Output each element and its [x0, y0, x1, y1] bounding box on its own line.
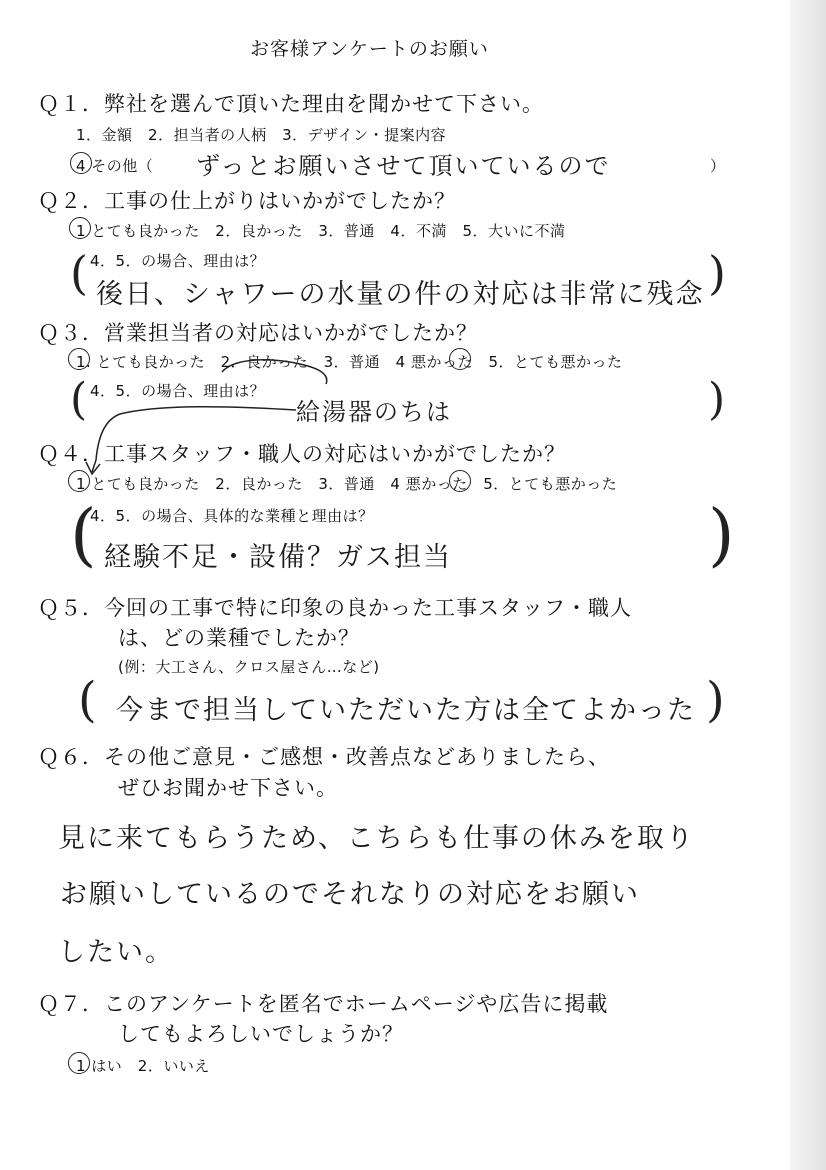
q2-options: 1 とても良かった 2．良かった 3．普通 4．不満 5．大いに不満 — [76, 222, 566, 240]
q7-question-line2: してもよろしいでしょうか？ — [118, 1022, 404, 1046]
q2-answer: 後日、シャワーの水量の件の対応は非常に残念 — [96, 279, 705, 310]
q3-reason-label: 4．5．の場合、理由は？ — [90, 382, 266, 400]
q4-question: Ｑ４．工事スタッフ・職人の対応はいかがでしたか？ — [38, 442, 566, 466]
q2-paren-close: ) — [708, 246, 726, 300]
q4-options: 1 とても良かった 2．良かった 3．普通 4 悪かった 5．とても悪かった — [76, 475, 618, 493]
q5-paren-open: ( — [78, 672, 97, 728]
q7-options: 1 はい 2．いいえ — [76, 1057, 210, 1075]
q2-reason-label: 4．5．の場合、理由は？ — [90, 252, 266, 270]
q3-curl-mark — [222, 360, 327, 384]
q3-to-q4-arrow — [92, 407, 296, 472]
q2-question: Ｑ２．工事の仕上がりはいかがでしたか？ — [38, 189, 456, 213]
q1-answer: ずっとお願いさせて頂いているので — [196, 152, 611, 180]
q2-paren-open: ( — [70, 246, 88, 300]
q6-answer-line1: 見に来てもらうため、こちらも仕事の休みを取り — [58, 823, 695, 854]
q3-answer: 給湯器のちは — [296, 398, 452, 426]
q5-question-line2: は、どの業種でしたか？ — [118, 626, 360, 650]
q3-options: 1. とても良かった 2．良かった 3．普通 4 悪かった 5．とても悪かった — [76, 353, 623, 371]
q6-answer-line2: お願いしているのでそれなりの対応をお願い — [60, 879, 640, 910]
q1-other-label: 4 その他（ — [76, 157, 154, 175]
q6-question-line2: ぜひお聞かせ下さい。 — [118, 776, 338, 800]
q7-question-line1: Ｑ７．このアンケートを匿名でホームページや広告に掲載 — [38, 992, 609, 1016]
q1-other-close: ） — [710, 157, 726, 175]
q1-question: Ｑ１．弊社を選んで頂いた理由を聞かせて下さい。 — [38, 92, 544, 116]
q4-paren-close: ) — [708, 496, 735, 575]
q3-question: Ｑ３．営業担当者の対応はいかがでしたか？ — [38, 321, 478, 345]
q4-answer: 経験不足・設備？ガス担当 — [104, 542, 452, 573]
q5-paren-close: ) — [706, 672, 725, 728]
q3-paren-close: ) — [708, 374, 726, 425]
q5-question-line1: Ｑ５．今回の工事で特に印象の良かった工事スタッフ・職人 — [38, 596, 632, 620]
q6-answer-line3: したい。 — [58, 937, 174, 968]
q3-paren-open: ( — [70, 374, 88, 425]
q5-example: (例：大工さん、クロス屋さん…など) — [118, 658, 380, 676]
q5-answer: 今まで担当していただいた方は全てよかった — [116, 695, 696, 726]
q4-reason-label: 4．5．の場合、具体的な業種と理由は？ — [90, 507, 374, 525]
q1-options: 1．金額 2．担当者の人柄 3．デザイン・提案内容 — [76, 126, 447, 144]
q4-paren-open: ( — [70, 496, 97, 575]
page-title: お客様アンケートのお願い — [250, 38, 489, 60]
q6-question-line1: Ｑ６．その他ご意見・ご感想・改善点などありましたら、 — [38, 745, 610, 769]
